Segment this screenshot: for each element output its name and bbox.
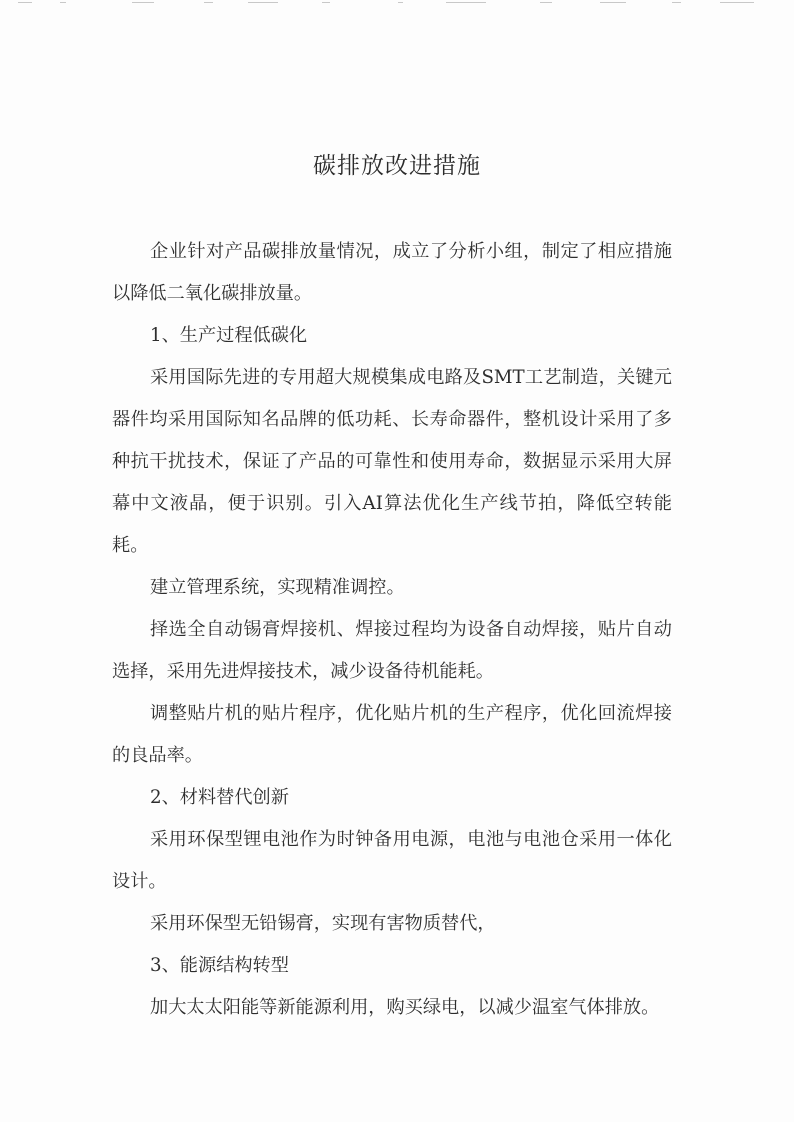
scan-speck bbox=[540, 2, 552, 3]
scan-speck bbox=[248, 2, 278, 3]
scan-speck bbox=[204, 2, 213, 3]
scan-speck bbox=[672, 2, 681, 3]
scan-speck bbox=[720, 2, 754, 3]
section-3-paragraph: 加大太太阳能等新能源利用，购买绿电，以减少温室气体排放。 bbox=[150, 997, 660, 1018]
section-1-paragraph: 采用国际先进的专用超大规模集成电路及SMT工艺制造，关键元器件均采用国际知名品牌的低功耗、长寿命器件，整机设计采用了多种抗干扰技术，保证了产品的可靠性和使用寿命，数据显示采用大屏幕中文液晶，便于识别。引入AI算法优化生产线节拍，降低空转能耗。 bbox=[112, 367, 672, 556]
section-1-paragraph: 择选全自动锡膏焊接机、焊接过程均为设备自动焊接，贴片自动选择，采用先进焊接技术，减少设备待机能耗。 bbox=[112, 619, 672, 682]
scan-speck bbox=[18, 2, 32, 3]
section-1-paragraph: 调整贴片机的贴片程序，优化贴片机的生产程序，优化回流焊接的良品率。 bbox=[112, 703, 672, 766]
scan-speck bbox=[132, 2, 154, 3]
scan-edge-marks bbox=[0, 0, 794, 6]
scan-speck bbox=[322, 2, 330, 3]
document-title: 碳排放改进措施 bbox=[313, 153, 481, 179]
section-3-heading: 3、能源结构转型 bbox=[150, 955, 289, 976]
section-1-paragraph: 建立管理系统，实现精准调控。 bbox=[150, 577, 405, 598]
section-2-heading: 2、材料替代创新 bbox=[150, 787, 289, 808]
scan-speck bbox=[60, 2, 66, 3]
scan-speck bbox=[398, 2, 403, 3]
section-2-paragraph: 采用环保型无铅锡膏，实现有害物质替代， bbox=[150, 913, 496, 934]
section-1-heading: 1、生产过程低碳化 bbox=[150, 325, 308, 346]
section-2-paragraph: 采用环保型锂电池作为时钟备用电源，电池与电池仓采用一体化设计。 bbox=[112, 829, 672, 892]
intro-paragraph: 企业针对产品碳排放量情况，成立了分析小组，制定了相应措施以降低二氧化碳排放量。 bbox=[112, 241, 672, 304]
scan-speck bbox=[600, 2, 626, 3]
scan-speck bbox=[446, 2, 486, 3]
